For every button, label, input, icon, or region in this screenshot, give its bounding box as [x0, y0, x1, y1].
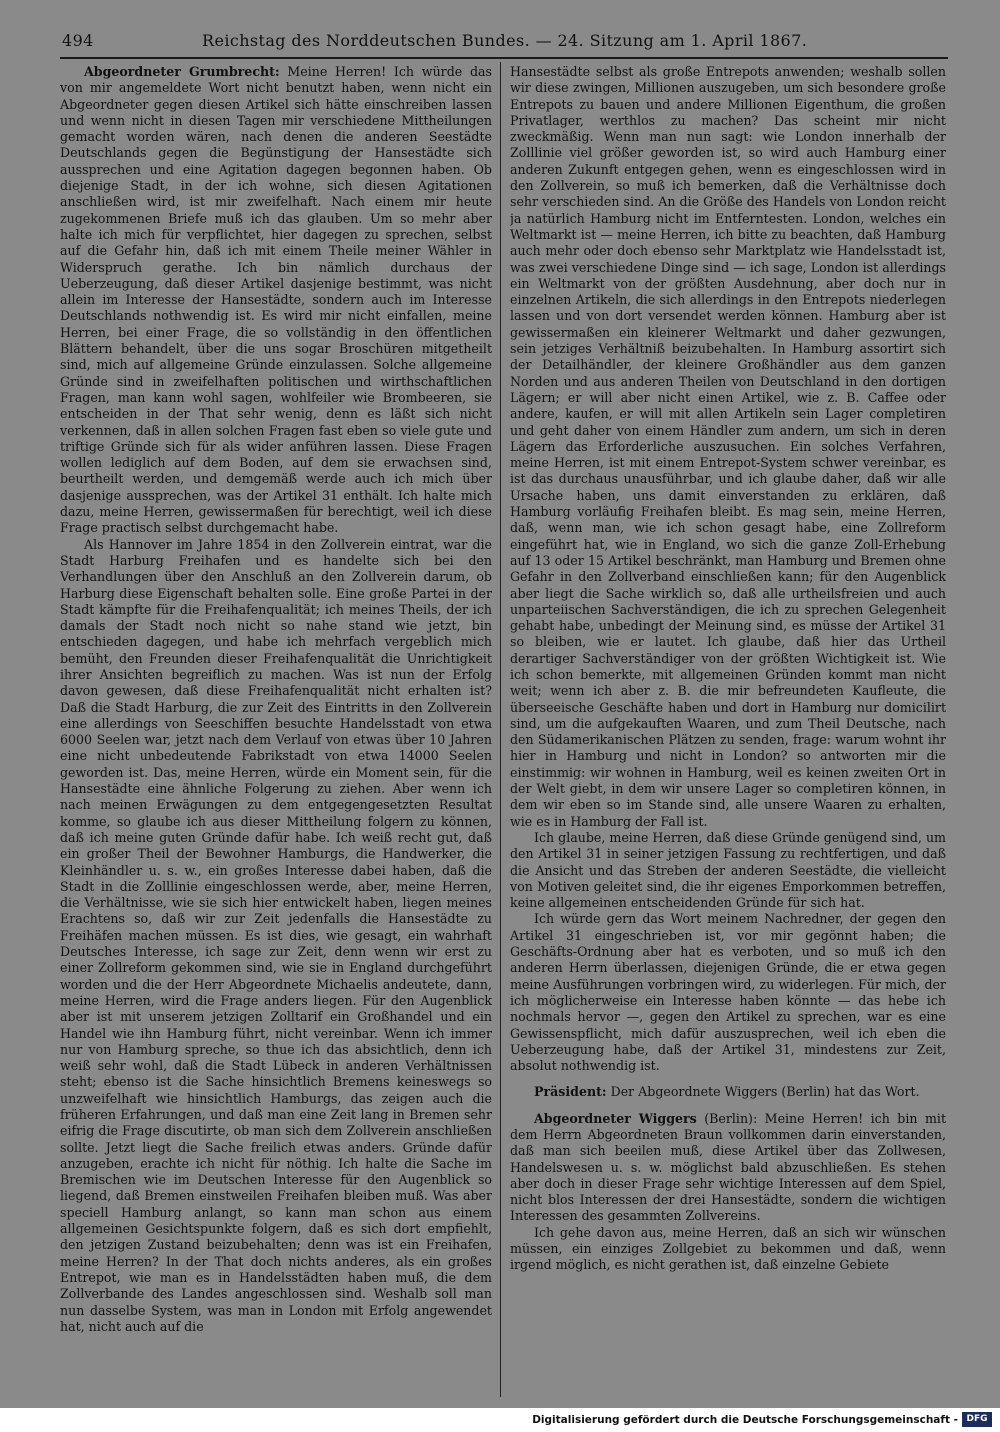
speaker-name: Abgeordneter Wiggers [534, 1110, 697, 1126]
paragraph-text: (Berlin): Meine Herren! ich bin mit dem Herrn Abgeordneten Braun vollkommen darin einverstanden, daß man sich beeilen muß, diese Artikel über das Zollwesen, Handelswesen u. s. w. möglichst bald abzuschließen. Es stehen aber doch in dieser Frage sehr wichtige Interessen auf dem Spiel, nicht blos Interessen der drei Hansestädte, sondern die wichtigen Interessen des gesammten Zollvereins. [510, 1110, 946, 1224]
speech-paragraph: Ich gehe davon aus, meine Herren, daß an sich wir wünschen müssen, ein einziges Zollgebiet zu bekommen und daß, wenn irgend möglich, es nicht gerathen ist, daß einzelne Gebiete [510, 1224, 946, 1273]
running-title: Reichstag des Norddeutschen Bundes. — 24. Sitzung am 1. April 1867. [202, 31, 808, 50]
speaker-name: Präsident: [534, 1084, 607, 1100]
speaker-name: Abgeordneter Grumbrecht: [84, 64, 280, 79]
paragraph-text: Der Abgeordnete Wiggers (Berlin) hat das Wort. [606, 1084, 920, 1100]
footer-bar [0, 1408, 1000, 1432]
speech-paragraph: Ich glaube, meine Herren, daß diese Gründe genügend sind, um den Artikel 31 in seiner jetzigen Fassung zu rechtfertigen, und daß die Ansicht und das Streben der anderen Seestädte, die vielleicht von Motiven geleitet sind, die ihr eigenes Emporkommen betreffen, keine allgemeinen entscheidenden Gründe für sich hat. [510, 829, 946, 911]
speech-paragraph [510, 1084, 946, 1100]
dfg-logo: DFG [962, 1412, 992, 1427]
speech-paragraph [60, 64, 492, 537]
header-rule [60, 57, 948, 59]
paragraph-text: Meine Herren! Ich würde das von mir angemeldete Wort nicht benutzt haben, wenn nicht ein Abgeordneter gegen diesen Artikel sich hätte einschreiben lassen und wenn nicht in diesen Tagen mir verschiedene Mittheilungen gemacht worden wären, nach denen die anderen Seestädte Deutschlands gegen die Begünstigung der Hansestädte sich aussprechen und eine Agitation dagegen begonnen haben. Ob diejenige Stadt, in der ich wohne, sich diesen Agitationen anschließen wird, ist mir zweifelhaft. Nach einem mir heute zugekommenen Briefe muß ich das glauben. Um so mehr aber halte ich mich für verpflichtet, hier dagegen zu sprechen, selbst auf die Gefahr hin, daß ich mit einem Theile meiner Wähler in Widerspruch gerathe. Ich bin nämlich durchaus der Ueberzeugung, daß dieser Artikel dasjenige bestimmt, was nicht allein im Interesse der Hansestädte, sondern auch im Interesse Deutschlands nothwendig ist. Es wird mir nicht einfallen, meine Herren, bei einer Frage, die so vollständig in den öffentlichen Blättern behandelt, über die uns sogar Broschüren mitgetheilt sind, mich auf allgemeine Gründe einzulassen. Solche allgemeine Gründe sind in zweifelhaften politischen und wirthschaftlichen Fragen, man kann wohl sagen, wohlfeiler wie Brombeeren, sie entscheiden in der That sehr wenig, denn es läßt sich nicht verkennen, daß in allen solchen Fragen fast eben so viele gute und triftige Gründe sich für als wider anführen lassen. Diese Fragen wollen lediglich auf dem Boden, auf dem sie erwachsen sind, beurtheilt werden, und demgemäß werde auch ich mich über dasjenige aussprechen, was der Artikel 31 enthält. Ich halte mich dazu, meine Herren, gewissermaßen für berechtigt, weil ich diese Frage practisch selbst durchgemacht habe. [60, 64, 492, 536]
funding-credit: Digitalisierung gefördert durch die Deutsche Forschungsgemeinschaft - [532, 1414, 958, 1426]
speech-paragraph: Als Hannover im Jahre 1854 in den Zollverein eintrat, war die Stadt Harburg Freihafen und es handelte sich bei den Verhandlungen über den Anschluß an den Zollverein darum, ob Harburg diese Eigenschaft behalten solle. Eine große Partei in der Stadt kämpfte für die Freihafenqualität; ich meines Theils, der ich damals der Stadt noch nicht so nahe stand wie jetzt, bin entschieden dagegen, und habe ich mehrfach vergeblich mich bemüht, den Freunden dieser Freihafenqualität die Unrichtigkeit ihrer Ansichten begreiflich zu machen. Was ist nun der Erfolg davon gewesen, daß diese Freihafenqualität nicht erhalten ist? Daß die Stadt Harburg, die zur Zeit des Eintritts in den Zollverein eine allerdings von Seeschiffen besuchte Handelsstadt von etwa 6000 Seelen war, jetzt nach dem Verlauf von etwas über 10 Jahren eine nicht unbedeutende Fabrikstadt von etwa 14000 Seelen geworden ist. Das, meine Herren, würde ein Moment sein, für die Hansestädte eine ähnliche Folgerung zu ziehen. Aber wenn ich nach meinen Erwägungen zu dem entgegengesetzten Resultat komme, so glaube ich aus dieser Mittheilung folgern zu können, daß ich meine guten Gründe dafür habe. Ich weiß recht gut, daß ein großer Theil der Bewohner Hamburgs, die Handwerker, die Kleinhändler u. s. w., ein großes Interesse dabei haben, daß die Stadt in die Zolllinie eingeschlossen werde, aber, meine Herren, die Verhältnisse, wie sie sich hier entwickelt haben, liegen meines Erachtens so, daß wir zur Zeit jedenfalls die Hansestädte zu Freihäfen machen müssen. Es ist dies, wie gesagt, ein wahrhaft Deutsches Interesse, ich sage zur Zeit, denn wenn wir erst zu einer Zollreform gekommen sind, wie sie in England durchgeführt worden und die der Herr Abgeordnete Michaelis andeutete, dann, meine Herren, wird die Frage anders liegen. Für den Augenblick aber ist mit unserem jetzigen Zolltarif ein Großhandel und ein Handel wie ihn Hamburg führt, nicht vereinbar. Wenn ich immer nur von Hamburg spreche, so thue ich das absichtlich, denn ich weiß sehr wohl, daß die Stadt Lübeck in anderen Verhältnissen steht; ebenso ist die Sache hinsichtlich Bremens keineswegs so unzweifelhaft wie hinsichtlich Hamburgs, das zeigen auch die früheren Erfahrungen, und daß man eine Zeit lang in Bremen sehr eifrig die Frage discutirte, ob man sich dem Zollverein anschließen sollte. Jetzt liegt die Sache freilich etwas anders. Gründe dafür anzugeben, erachte ich nicht für nöthig. Ich halte die Sache im Bremischen wie im Deutschen Interesse für den Augenblick so liegend, daß Bremen einstweilen Freihafen bleiben muß. Was aber speciell Hamburg anlangt, so kann man schon aus einem allgemeinen Gesichtspunkte folgern, daß es sich dort empfiehlt, den jetzigen Zustand beizubehalten; denn was ist ein Freihafen, meine Herren? In der That doch nichts anderes, als ein großes Entrepot, wie man es in Handelsstädten haben muß, die dem Zollverbande des Landes angeschlossen sind. Weshalb soll man nun dasselbe System, was man in London mit Erfolg angewendet hat, nicht auch auf die [60, 536, 492, 1334]
left-column [60, 64, 492, 1394]
page-number: 494 [62, 31, 94, 50]
page-header [62, 31, 946, 55]
right-column [510, 64, 946, 1394]
speech-paragraph [510, 1111, 946, 1225]
speech-paragraph: Ich würde gern das Wort meinem Nachredner, der gegen den Artikel 31 eingeschrieben ist, vor mir gegönnt haben; die Geschäfts-Ordnung aber hat es verboten, und so muß ich den anderen Herrn überlassen, diejenigen Gründe, die er etwa gegen meine Ausführungen vorbringen wird, zu widerlegen. Für mich, der ich möglicherweise ein Interesse haben könnte — das hebe ich nochmals hervor —, gegen den Artikel zu sprechen, war es eine Gewissenspflicht, mich dafür auszusprechen, weil ich eben die Ueberzeugung habe, daß der Artikel 31, mindestens zur Zeit, absolut nothwendig ist. [510, 911, 946, 1074]
column-divider [500, 62, 501, 1397]
speech-paragraph: Hansestädte selbst als große Entrepots anwenden; weshalb sollen wir diese zwingen, Millionen auszugeben, um sich besondere große Entrepots zu bauen und andere Millionen Eigenthum, die großen Privatlager, werthlos zu machen? Das scheint mir nicht zweckmäßig. Wenn man nun sagt: wie London innerhalb der Zolllinie viel größer geworden ist, so wird auch Hamburg einer anderen Zukunft entgegen gehen, wenn es eingeschlossen wird in den Zollverein, so muß ich bemerken, daß die Verhältnisse doch sehr verschieden sind. An die Größe des Handels von London reicht ja natürlich Hamburg nicht im Entferntesten. London, welches ein Weltmarkt ist — meine Herren, ich bitte zu beachten, daß Hamburg auch mehr oder doch ebenso sehr Marktplatz wie Handelsstadt ist, was zwei verschiedene Dinge sind — ich sage, London ist allerdings ein Weltmarkt von der größten Ausdehnung, aber doch nur in einzelnen Artikeln, die sich allerdings in den Entrepots niederlegen lassen und von dort versendet werden können. Hamburg aber ist gewissermaßen ein kleinerer Weltmarkt und daher gezwungen, sein jetziges Verhältniß beizubehalten. In Hamburg assortirt sich der Detailhändler, der kleinere Großhändler aus dem ganzen Norden und aus anderen Theilen von Deutschland in den dortigen Lägern; er will aber nicht einen Artikel, wie z. B. Caffee oder andere, kaufen, er will mit allen Artikeln sein Lager completiren und geht daher von einem Händler zum andern, um sich in deren Lägern das Erforderliche auszusuchen. Ein solches Verfahren, meine Herren, ist mit einem Entrepot-System schwer vereinbar, es ist das durchaus unausführbar, und ich glaube daher, daß wir alle Ursache haben, uns damit einverstanden zu erklären, daß Hamburg vorläufig Freihafen bleibt. Es mag sein, meine Herren, daß, wenn man, wie ich schon gesagt habe, eine Zollreform eingeführt hat, wie in England, wo sich die ganze Zoll-Erhebung auf 13 oder 15 Artikel beschränkt, man Hamburg und Bremen ohne Gefahr in den Zollverband einschließen kann; für den Augenblick aber liegt die Sache wirklich so, daß alle urtheilsfreien und auch unparteiischen Sachverständigen, die ich zu sprechen Gelegenheit gehabt habe, unbedingt der Meinung sind, es müsse der Artikel 31 so bleiben, wie er lautet. Ich glaube, daß hier das Urtheil derartiger Sachverständiger von der größten Wichtigkeit ist. Wie ich schon bemerkte, mit allgemeinen Gründen kommt man nicht weit; wenn ich aber z. B. die mir befreundeten Kaufleute, die überseeische Geschäfte haben und dort in Hamburg nur domicilirt sind, um die aufgekauften Waaren, und zum Theil Deutsche, nach den Südamerikanischen Plätzen zu senden, frage: warum wohnt ihr hier in Hamburg und nicht in London? so antworten mir die einstimmig: wir wohnen in Hamburg, weil es keinen zweiten Ort in der Welt giebt, in dem wir unsere Lager so completiren können, in dem wir eben so im Stande sind, alle unsere Waaren zu erhalten, wie es in Hamburg der Fall ist. [510, 64, 946, 829]
